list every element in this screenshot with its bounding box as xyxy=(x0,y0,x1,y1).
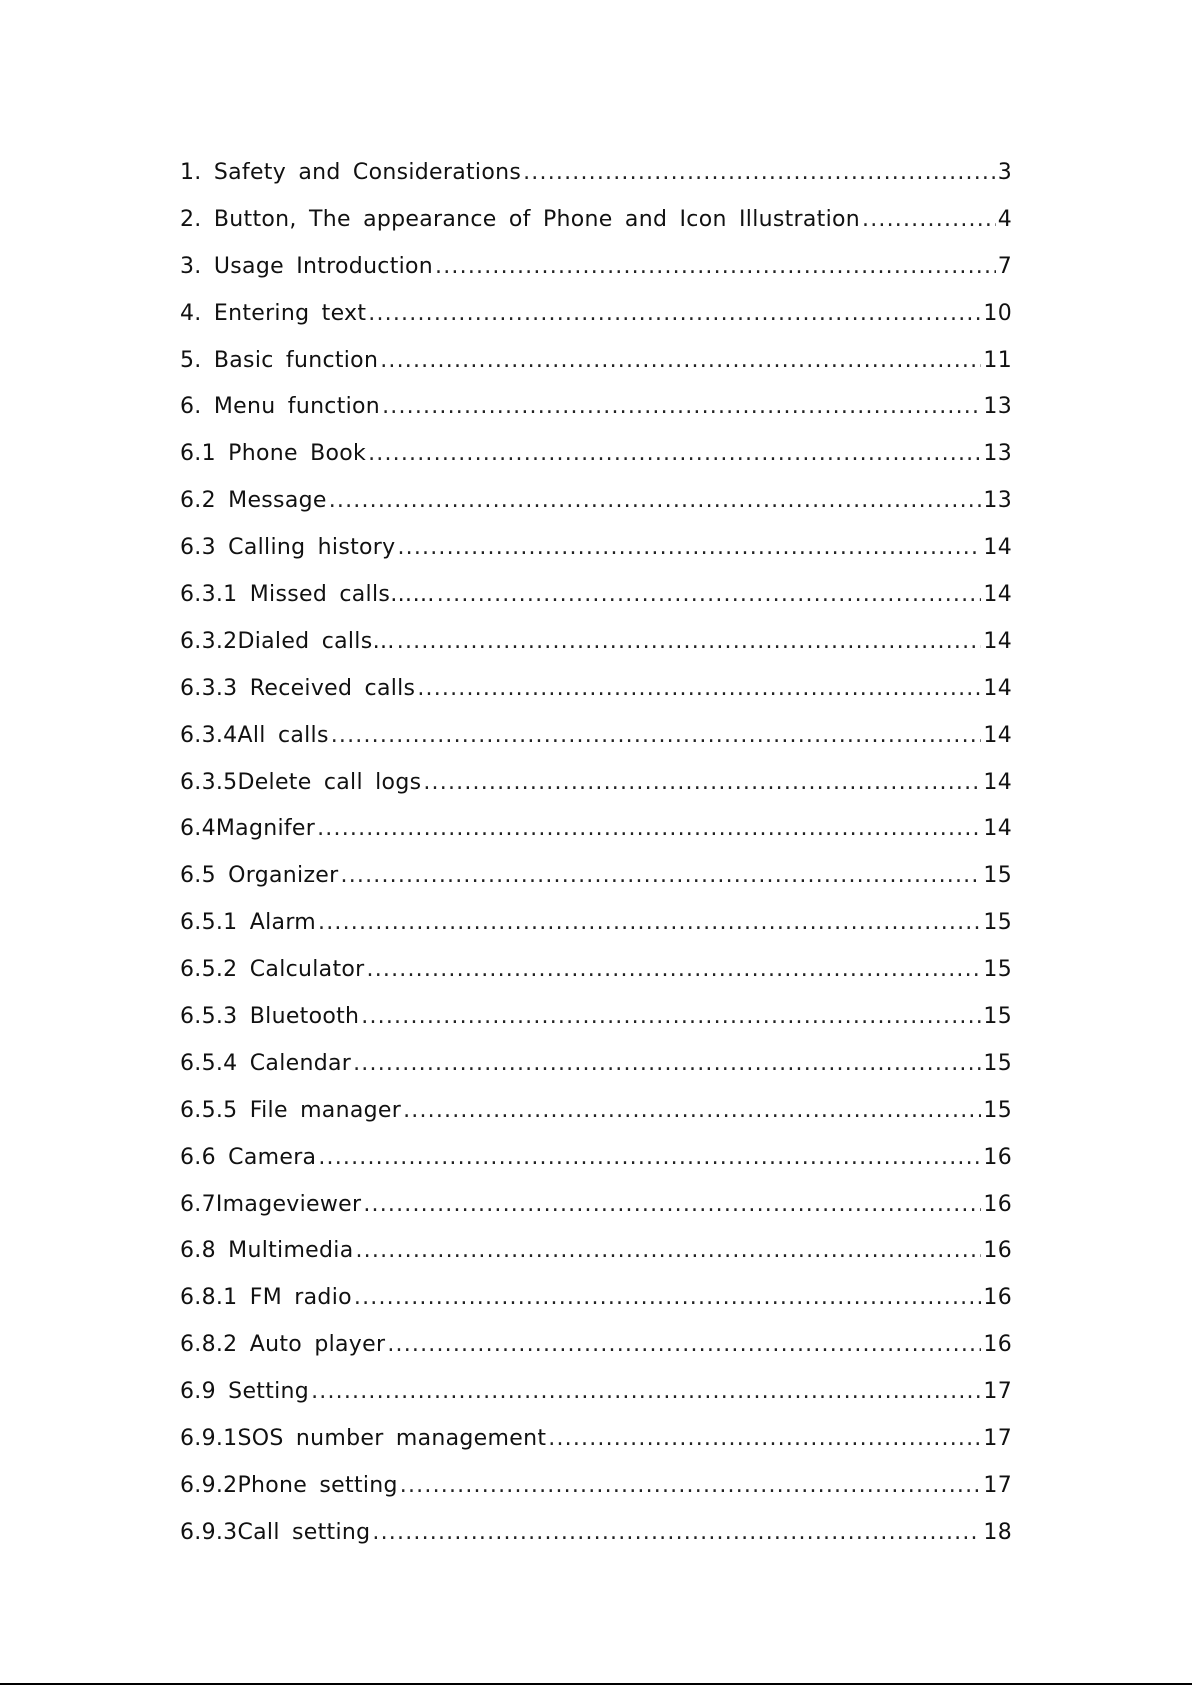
toc-entry-page: 15 xyxy=(983,1050,1012,1076)
toc-entry-title: 6. Menu function xyxy=(180,394,381,420)
toc-entry[interactable] xyxy=(180,478,1012,525)
toc-entry-page: 14 xyxy=(983,769,1012,795)
toc-dot-leader xyxy=(361,994,981,1041)
toc-entry-page: 16 xyxy=(983,1238,1012,1264)
toc-entry-page: 14 xyxy=(983,816,1012,842)
toc-entry[interactable] xyxy=(180,431,1012,478)
toc-entry[interactable] xyxy=(180,713,1012,760)
toc-entry-title: 6.3 Calling history xyxy=(180,535,396,561)
toc-dot-leader xyxy=(354,1275,982,1322)
toc-entry[interactable] xyxy=(180,291,1012,338)
toc-dot-leader xyxy=(387,1322,981,1369)
toc-entry-title: 6.6 Camera xyxy=(180,1144,317,1170)
toc-entry[interactable] xyxy=(180,666,1012,713)
toc-dot-leader xyxy=(397,619,982,666)
toc-dot-leader xyxy=(311,1369,981,1416)
toc-entry-page: 14 xyxy=(983,722,1012,748)
toc-entry-title: 6.2 Message xyxy=(180,488,327,514)
toc-dot-leader xyxy=(318,1135,981,1182)
toc-entry-page: 7 xyxy=(997,253,1012,279)
toc-dot-leader xyxy=(435,244,996,291)
toc-entry[interactable] xyxy=(180,900,1012,947)
toc-entry[interactable] xyxy=(180,384,1012,431)
table-of-contents xyxy=(180,150,1012,1557)
toc-entry[interactable] xyxy=(180,853,1012,900)
toc-dot-leader xyxy=(363,1182,981,1229)
toc-entry-page: 16 xyxy=(983,1332,1012,1358)
toc-entry[interactable] xyxy=(180,1275,1012,1322)
toc-entry[interactable] xyxy=(180,244,1012,291)
toc-entry-page: 17 xyxy=(983,1472,1012,1498)
toc-entry[interactable] xyxy=(180,1369,1012,1416)
toc-dot-leader xyxy=(523,150,996,197)
toc-entry[interactable] xyxy=(180,947,1012,994)
toc-entry-title: 1. Safety and Considerations xyxy=(180,160,522,185)
toc-entry-page: 13 xyxy=(983,488,1012,514)
toc-entry-page: 15 xyxy=(983,1097,1012,1123)
toc-entry[interactable] xyxy=(180,1135,1012,1182)
toc-entry-title: 6.8.1 FM radio xyxy=(180,1285,352,1311)
toc-dot-leader xyxy=(318,900,981,947)
toc-entry[interactable] xyxy=(180,1228,1012,1275)
toc-dot-leader xyxy=(355,1228,981,1275)
toc-entry-page: 18 xyxy=(983,1519,1012,1545)
toc-entry-page: 14 xyxy=(983,582,1012,608)
toc-dot-leader xyxy=(367,947,982,994)
toc-entry-page: 16 xyxy=(983,1144,1012,1170)
toc-entry-page: 15 xyxy=(983,910,1012,936)
toc-entry-title: 6.7Imageviewer xyxy=(180,1191,362,1217)
toc-dot-leader xyxy=(353,1041,981,1088)
toc-entry-page: 14 xyxy=(983,628,1012,654)
toc-entry[interactable] xyxy=(180,619,1012,666)
toc-entry-title: 6.9 Setting xyxy=(180,1379,310,1405)
toc-entry-page: 13 xyxy=(983,441,1012,467)
toc-entry-title: 6.3.1 Missed calls…… xyxy=(180,582,435,608)
toc-entry[interactable] xyxy=(180,1416,1012,1463)
toc-entry-page: 14 xyxy=(983,535,1012,561)
toc-entry[interactable] xyxy=(180,1322,1012,1369)
toc-dot-leader xyxy=(317,806,981,853)
toc-entry[interactable] xyxy=(180,572,1012,619)
toc-entry[interactable] xyxy=(180,994,1012,1041)
toc-entry-title: 6.5.5 File manager xyxy=(180,1097,402,1123)
toc-dot-leader xyxy=(368,291,981,338)
toc-entry-title: 6.9.1SOS number management xyxy=(180,1426,547,1452)
toc-entry-page: 17 xyxy=(983,1426,1012,1452)
toc-entry-title: 6.1 Phone Book xyxy=(180,441,367,467)
toc-dot-leader xyxy=(417,666,981,713)
toc-entry-title: 6.3.5Delete call logs xyxy=(180,769,422,795)
toc-entry-title: 3. Usage Introduction xyxy=(180,253,434,279)
toc-entry-page: 15 xyxy=(983,957,1012,983)
toc-entry-title: 6.9.2Phone setting xyxy=(180,1472,398,1498)
toc-dot-leader xyxy=(403,1088,981,1135)
toc-entry[interactable] xyxy=(180,525,1012,572)
toc-entry-page: 4 xyxy=(997,206,1012,232)
toc-entry-page: 11 xyxy=(983,347,1012,373)
toc-entry[interactable] xyxy=(180,338,1012,385)
toc-dot-leader xyxy=(372,1510,981,1557)
toc-dot-leader xyxy=(331,713,982,760)
toc-entry-title: 4. Entering text xyxy=(180,300,367,326)
toc-dot-leader xyxy=(329,478,982,525)
toc-entry[interactable] xyxy=(180,760,1012,807)
toc-entry-title: 5. Basic function xyxy=(180,347,379,373)
toc-entry-page: 15 xyxy=(983,1004,1012,1030)
toc-entry-title: 6.5.2 Calculator xyxy=(180,957,365,983)
toc-dot-leader xyxy=(380,338,981,385)
toc-entry[interactable] xyxy=(180,1041,1012,1088)
toc-entry-title: 6.3.3 Received calls xyxy=(180,675,416,701)
toc-entry[interactable] xyxy=(180,1463,1012,1510)
toc-entry-title: 6.5 Organizer xyxy=(180,863,339,889)
toc-dot-leader xyxy=(382,384,981,431)
toc-entry-title: 6.8 Multimedia xyxy=(180,1238,354,1264)
toc-dot-leader xyxy=(862,197,996,244)
toc-entry-title: 2. Button, The appearance of Phone and Icon Illustration xyxy=(180,206,861,232)
toc-entry[interactable] xyxy=(180,1182,1012,1229)
toc-dot-leader xyxy=(437,572,982,619)
toc-entry[interactable] xyxy=(180,806,1012,853)
toc-entry-page: 15 xyxy=(983,863,1012,889)
toc-entry-page: 10 xyxy=(983,300,1012,326)
toc-entry-page: 16 xyxy=(983,1191,1012,1217)
toc-entry-page: 3 xyxy=(997,160,1012,185)
toc-entry[interactable] xyxy=(180,1088,1012,1135)
toc-entry-title: 6.4Magnifer xyxy=(180,816,316,842)
toc-entry-title: 6.5.3 Bluetooth xyxy=(180,1004,360,1030)
toc-entry-title: 6.5.1 Alarm xyxy=(180,910,317,936)
toc-dot-leader xyxy=(397,525,981,572)
toc-entry-page: 17 xyxy=(983,1379,1012,1405)
toc-entry-page: 13 xyxy=(983,394,1012,420)
toc-entry[interactable] xyxy=(180,1510,1012,1557)
toc-dot-leader xyxy=(548,1416,981,1463)
toc-entry-title: 6.3.4All calls xyxy=(180,722,329,748)
toc-entry-page: 14 xyxy=(983,675,1012,701)
toc-dot-leader xyxy=(341,853,982,900)
toc-entry-title: 6.5.4 Calendar xyxy=(180,1050,352,1076)
toc-entry-title: 6.8.2 Auto player xyxy=(180,1332,386,1358)
toc-dot-leader xyxy=(400,1463,982,1510)
toc-dot-leader xyxy=(423,760,981,807)
toc-entry-title: 6.3.2Dialed calls… xyxy=(180,628,395,654)
toc-entry[interactable] xyxy=(180,197,1012,244)
toc-entry-page: 16 xyxy=(983,1285,1012,1311)
toc-entry[interactable] xyxy=(180,150,1012,197)
toc-entry-title: 6.9.3Call setting xyxy=(180,1519,371,1545)
toc-dot-leader xyxy=(368,431,981,478)
